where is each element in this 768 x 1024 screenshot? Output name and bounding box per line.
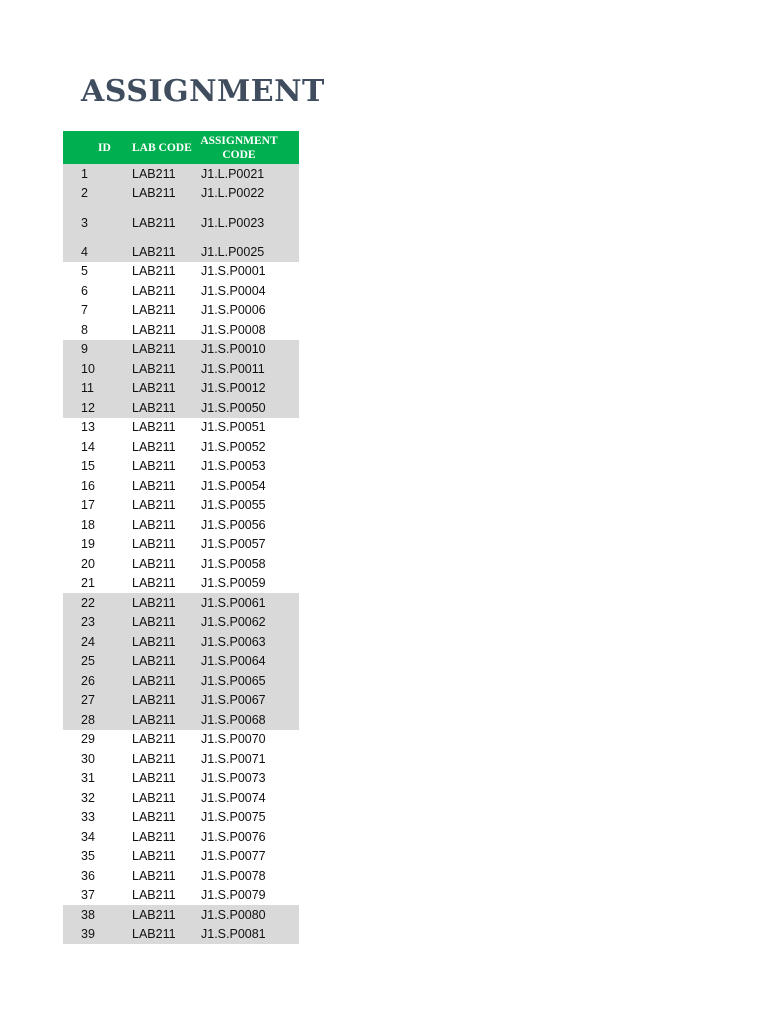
cell-lab-code: LAB211 [132, 478, 176, 493]
header-assignment-code-line1: ASSIGNMENT [200, 134, 278, 147]
cell-id: 23 [81, 615, 95, 630]
cell-assignment-code: J1.S.P0062 [201, 615, 266, 630]
table-row [63, 847, 299, 867]
table-row [63, 535, 299, 555]
table-row [63, 437, 299, 457]
cell-id: 20 [81, 556, 95, 571]
cell-lab-code: LAB211 [132, 634, 176, 649]
table-row [63, 184, 299, 204]
table-row [63, 262, 299, 282]
table-row [63, 886, 299, 906]
table-row [63, 398, 299, 418]
table-row [63, 769, 299, 789]
table-row [63, 418, 299, 438]
cell-lab-code: LAB211 [132, 303, 176, 318]
cell-assignment-code: J1.S.P0067 [201, 693, 266, 708]
table-body [63, 164, 299, 944]
cell-id: 4 [81, 244, 88, 259]
cell-assignment-code: J1.S.P0056 [201, 517, 266, 532]
cell-assignment-code: J1.S.P0070 [201, 732, 266, 747]
cell-lab-code: LAB211 [132, 907, 176, 922]
cell-id: 15 [81, 459, 95, 474]
cell-assignment-code: J1.S.P0079 [201, 888, 266, 903]
cell-id: 6 [81, 283, 88, 298]
cell-assignment-code: J1.S.P0011 [201, 361, 265, 376]
cell-lab-code: LAB211 [132, 420, 176, 435]
cell-lab-code: LAB211 [132, 751, 176, 766]
cell-lab-code: LAB211 [132, 322, 176, 337]
cell-lab-code: LAB211 [132, 615, 176, 630]
table-row [63, 301, 299, 321]
table-row [63, 281, 299, 301]
cell-assignment-code: J1.L.P0025 [201, 244, 265, 259]
cell-id: 38 [81, 907, 95, 922]
cell-lab-code: LAB211 [132, 244, 176, 259]
table-row [63, 457, 299, 477]
cell-id: 30 [81, 751, 95, 766]
cell-assignment-code: J1.S.P0004 [201, 283, 266, 298]
cell-assignment-code: J1.S.P0065 [201, 673, 266, 688]
cell-id: 16 [81, 478, 95, 493]
cell-id: 18 [81, 517, 95, 532]
cell-lab-code: LAB211 [132, 498, 176, 513]
cell-assignment-code: J1.S.P0063 [201, 634, 266, 649]
cell-id: 12 [81, 400, 95, 415]
table-row [63, 866, 299, 886]
cell-assignment-code: J1.S.P0061 [201, 595, 266, 610]
cell-assignment-code: J1.S.P0008 [201, 322, 266, 337]
cell-id: 29 [81, 732, 95, 747]
cell-lab-code: LAB211 [132, 283, 176, 298]
cell-lab-code: LAB211 [132, 576, 176, 591]
table-row [63, 905, 299, 925]
cell-id: 19 [81, 537, 95, 552]
table-row [63, 730, 299, 750]
cell-id: 14 [81, 439, 95, 454]
cell-id: 7 [81, 303, 88, 318]
cell-assignment-code: J1.S.P0081 [201, 927, 266, 942]
cell-id: 3 [81, 215, 88, 230]
cell-assignment-code: J1.L.P0022 [201, 186, 265, 201]
cell-id: 33 [81, 810, 95, 825]
cell-lab-code: LAB211 [132, 595, 176, 610]
cell-id: 39 [81, 927, 95, 942]
cell-lab-code: LAB211 [132, 868, 176, 883]
cell-id: 9 [81, 342, 88, 357]
table-row [63, 359, 299, 379]
table-row [63, 827, 299, 847]
table-row [63, 593, 299, 613]
cell-lab-code: LAB211 [132, 439, 176, 454]
table-row [63, 652, 299, 672]
cell-id: 13 [81, 420, 95, 435]
cell-id: 34 [81, 829, 95, 844]
cell-assignment-code: J1.S.P0010 [201, 342, 266, 357]
cell-id: 24 [81, 634, 95, 649]
cell-lab-code: LAB211 [132, 517, 176, 532]
cell-assignment-code: J1.S.P0054 [201, 478, 266, 493]
cell-assignment-code: J1.S.P0052 [201, 439, 266, 454]
cell-lab-code: LAB211 [132, 888, 176, 903]
table-row [63, 632, 299, 652]
cell-assignment-code: J1.S.P0006 [201, 303, 266, 318]
cell-assignment-code: J1.S.P0068 [201, 712, 266, 727]
cell-id: 22 [81, 595, 95, 610]
cell-lab-code: LAB211 [132, 361, 176, 376]
cell-assignment-code: J1.S.P0073 [201, 771, 266, 786]
table-row [63, 788, 299, 808]
table-row [63, 671, 299, 691]
table-row [63, 203, 299, 242]
cell-id: 8 [81, 322, 88, 337]
table-row [63, 515, 299, 535]
cell-id: 1 [81, 166, 88, 181]
cell-lab-code: LAB211 [132, 790, 176, 805]
table-row [63, 613, 299, 633]
cell-id: 36 [81, 868, 95, 883]
cell-assignment-code: J1.S.P0074 [201, 790, 266, 805]
cell-assignment-code: J1.S.P0058 [201, 556, 266, 571]
cell-assignment-code: J1.S.P0064 [201, 654, 266, 669]
cell-id: 31 [81, 771, 95, 786]
header-lab-code: LAB CODE [132, 141, 192, 154]
table-row [63, 340, 299, 360]
cell-id: 5 [81, 264, 88, 279]
table-row [63, 574, 299, 594]
cell-lab-code: LAB211 [132, 381, 176, 396]
cell-lab-code: LAB211 [132, 810, 176, 825]
cell-assignment-code: J1.S.P0078 [201, 868, 266, 883]
cell-lab-code: LAB211 [132, 459, 176, 474]
cell-lab-code: LAB211 [132, 693, 176, 708]
table-row [63, 554, 299, 574]
table-row [63, 242, 299, 262]
cell-lab-code: LAB211 [132, 732, 176, 747]
cell-id: 17 [81, 498, 95, 513]
table-row [63, 379, 299, 399]
header-assignment-code-line2: CODE [222, 148, 256, 161]
cell-assignment-code: J1.S.P0050 [201, 400, 266, 415]
page-title: ASSIGNMENT [81, 74, 325, 109]
header-assignment-code [193, 134, 299, 162]
cell-lab-code: LAB211 [132, 215, 176, 230]
cell-lab-code: LAB211 [132, 537, 176, 552]
table-row [63, 476, 299, 496]
cell-lab-code: LAB211 [132, 849, 176, 864]
table-row [63, 749, 299, 769]
assignment-table [63, 131, 299, 944]
header-id: ID [98, 141, 111, 154]
table-header [63, 131, 299, 164]
cell-id: 2 [81, 186, 88, 201]
cell-lab-code: LAB211 [132, 264, 176, 279]
cell-lab-code: LAB211 [132, 400, 176, 415]
cell-assignment-code: J1.S.P0012 [201, 381, 266, 396]
cell-id: 32 [81, 790, 95, 805]
cell-assignment-code: J1.S.P0057 [201, 537, 266, 552]
cell-assignment-code: J1.L.P0023 [201, 215, 265, 230]
cell-assignment-code: J1.S.P0080 [201, 907, 266, 922]
table-row [63, 925, 299, 945]
cell-lab-code: LAB211 [132, 712, 176, 727]
cell-assignment-code: J1.L.P0021 [201, 166, 265, 181]
cell-lab-code: LAB211 [132, 556, 176, 571]
cell-lab-code: LAB211 [132, 829, 176, 844]
table-row [63, 808, 299, 828]
cell-id: 21 [81, 576, 95, 591]
table-row [63, 320, 299, 340]
cell-id: 28 [81, 712, 95, 727]
cell-id: 10 [81, 361, 95, 376]
table-row [63, 496, 299, 516]
cell-assignment-code: J1.S.P0059 [201, 576, 266, 591]
cell-assignment-code: J1.S.P0076 [201, 829, 266, 844]
cell-id: 37 [81, 888, 95, 903]
cell-assignment-code: J1.S.P0001 [201, 264, 266, 279]
cell-id: 35 [81, 849, 95, 864]
cell-lab-code: LAB211 [132, 927, 176, 942]
cell-assignment-code: J1.S.P0075 [201, 810, 266, 825]
cell-id: 25 [81, 654, 95, 669]
cell-lab-code: LAB211 [132, 186, 176, 201]
table-row [63, 164, 299, 184]
cell-assignment-code: J1.S.P0051 [201, 420, 266, 435]
cell-lab-code: LAB211 [132, 166, 176, 181]
table-row [63, 691, 299, 711]
cell-assignment-code: J1.S.P0077 [201, 849, 266, 864]
cell-id: 11 [81, 381, 94, 396]
cell-lab-code: LAB211 [132, 654, 176, 669]
cell-id: 26 [81, 673, 95, 688]
cell-assignment-code: J1.S.P0053 [201, 459, 266, 474]
cell-assignment-code: J1.S.P0055 [201, 498, 266, 513]
cell-id: 27 [81, 693, 95, 708]
cell-lab-code: LAB211 [132, 342, 176, 357]
cell-lab-code: LAB211 [132, 673, 176, 688]
cell-assignment-code: J1.S.P0071 [201, 751, 266, 766]
cell-lab-code: LAB211 [132, 771, 176, 786]
table-row [63, 710, 299, 730]
